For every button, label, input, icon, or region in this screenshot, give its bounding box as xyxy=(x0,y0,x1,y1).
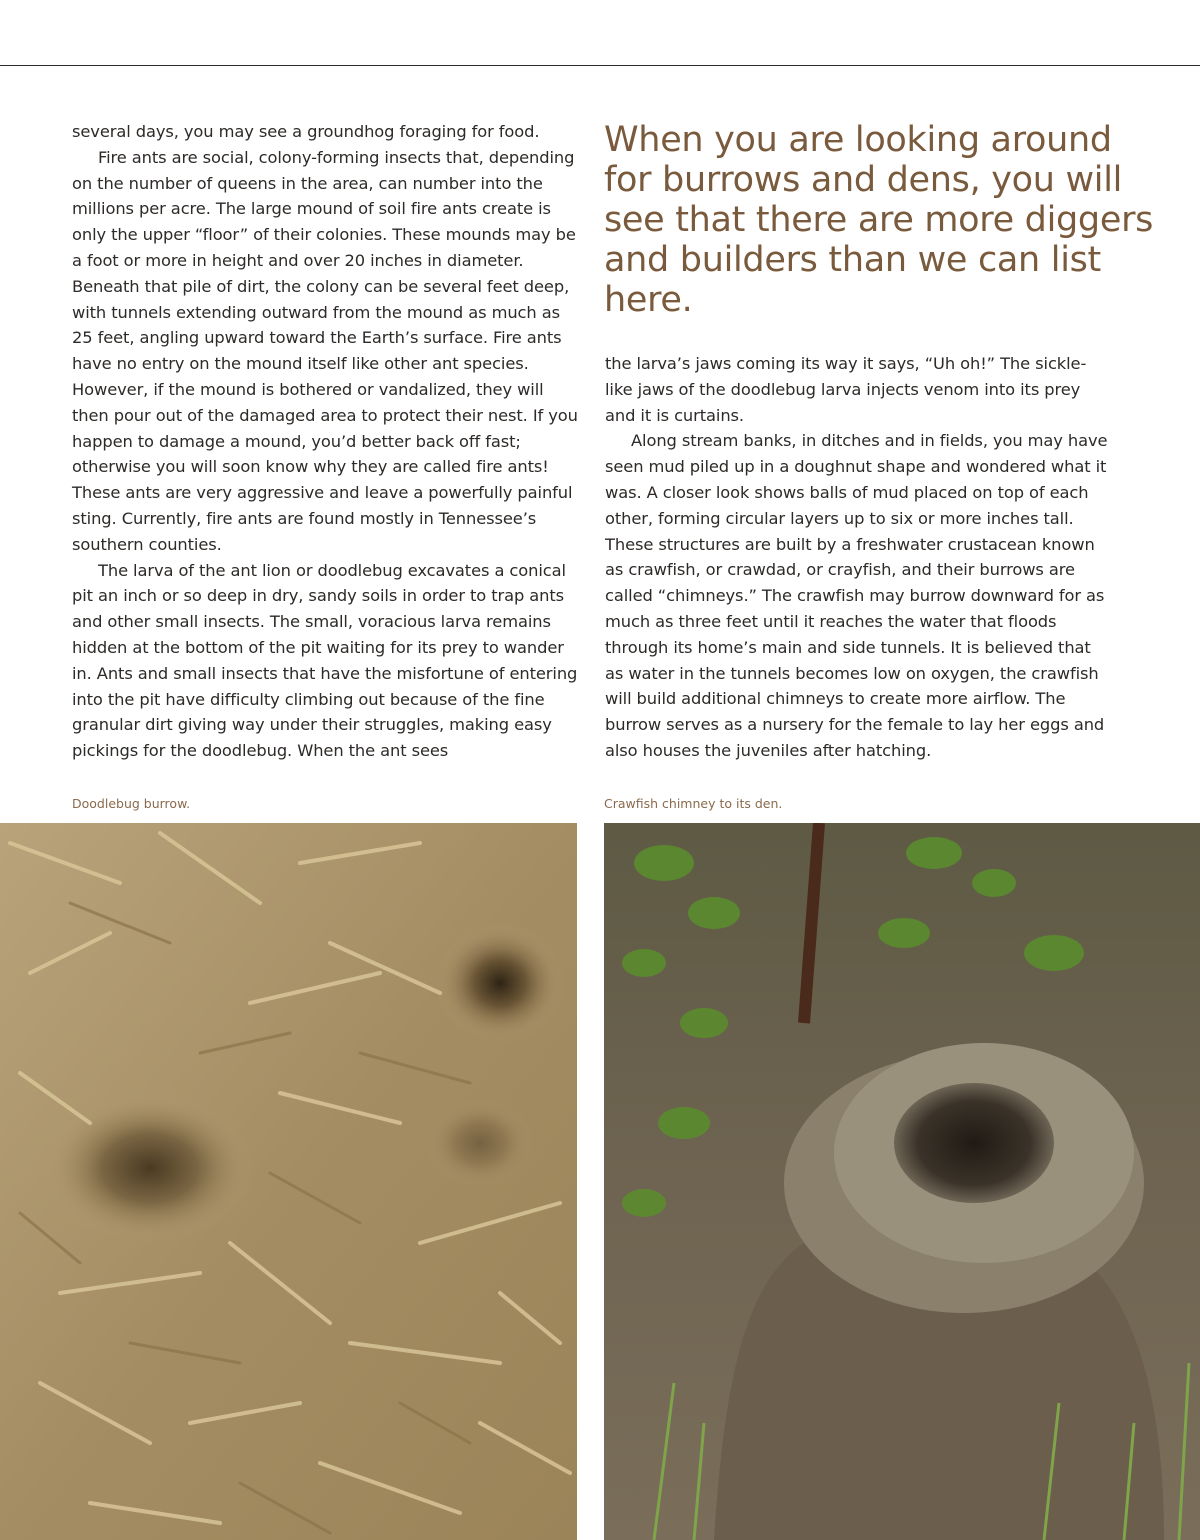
body-paragraph: several days, you may see a groundhog foraging for food. xyxy=(72,122,540,141)
left-text-column xyxy=(72,119,578,764)
figure-caption-crawfish: Crawfish chimney to its den. xyxy=(604,796,783,811)
pull-quote: When you are looking around for burrows and dens, you will see that there are more diggers and builders than we can list here. xyxy=(604,120,1154,320)
doodlebug-burrow-photo xyxy=(0,823,577,1540)
right-text-column xyxy=(605,351,1110,764)
body-paragraph: The larva of the ant lion or doodlebug excavates a conical pit an inch or so deep in dry, sandy soils in order to trap ants and other small insects. The small, voracious larva remains hidden at the bottom of the pit waiting for its prey to wander in. Ants and small insects that have the misfortune of entering into the pit have difficulty climbing out because of the fine granular dirt giving way under their struggles, making easy pickings for the doodlebug. When the ant sees xyxy=(72,560,578,761)
header-rule xyxy=(0,65,1200,66)
body-paragraph: Along stream banks, in ditches and in fields, you may have seen mud piled up in a doughnut shape and wondered what it was. A closer look shows balls of mud placed on top of each other, forming circular layers up to six or more inches tall. These structures are built by a freshwater crustacean known as crawfish, or crawdad, or crayfish, and their burrows are called “chimneys.” The crawfish may burrow downward for as much as three feet until it reaches the water that floods through its home’s main and side tunnels. It is believed that as water in the tunnels becomes low on oxygen, the crawfish will build additional chimneys to create more airflow. The burrow serves as a nursery for the female to lay her eggs and also houses the juveniles after hatching. xyxy=(605,431,1108,760)
body-paragraph: Fire ants are social, colony-forming insects that, depending on the number of queens in the area, can number into the millions per acre. The large mound of soil fire ants create is only the upper “floor” of their colonies. These mounds may be a foot or more in height and over 20 inches in diameter. Beneath that pile of dirt, the colony can be several feet deep, with tunnels extending outward from the mound as much as 25 feet, angling upward toward the Earth’s surface. Fire ants have no entry on the mound itself like other ant species. However, if the mound is bothered or vandalized, they will then pour out of the damaged area to protect their nest. If you happen to damage a mound, you’d better back off fast; otherwise you will soon know why they are called fire ants! These ants are very aggressive and leave a powerfully painful sting. Currently, fire ants are found mostly in Tennessee’s southern counties. xyxy=(72,147,578,554)
crawfish-chimney-photo xyxy=(604,823,1200,1540)
figure-caption-doodlebug: Doodlebug burrow. xyxy=(72,796,191,811)
body-paragraph: the larva’s jaws coming its way it says, “Uh oh!” The sickle-like jaws of the doodlebug larva injects venom into its prey and it is curtains. xyxy=(605,354,1087,425)
